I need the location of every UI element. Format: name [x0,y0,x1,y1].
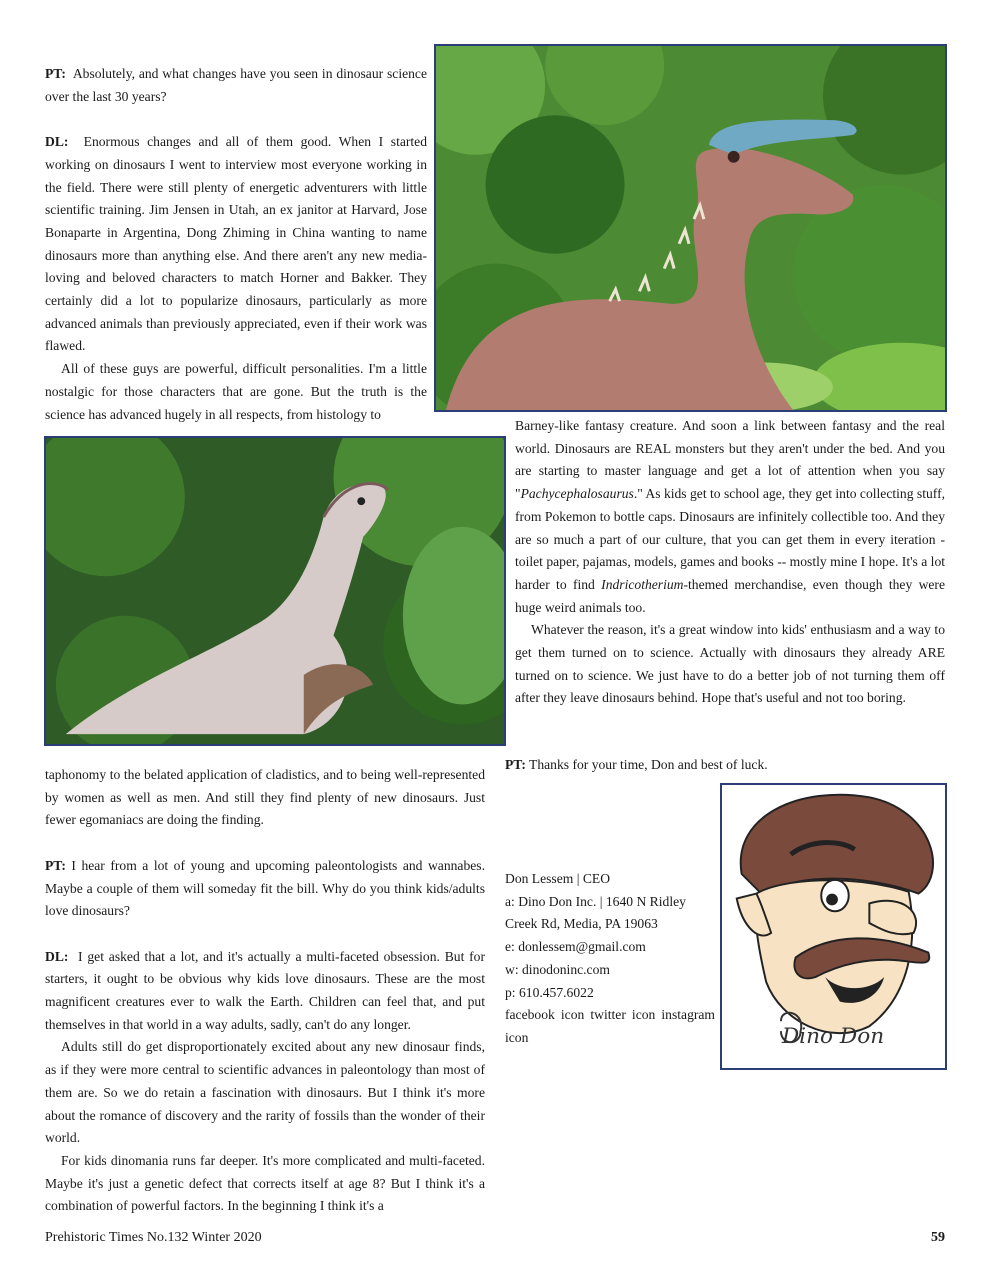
parasaurolophus-photo [434,44,947,412]
interview-block-3 [515,415,945,710]
answer-2-paragraph-2: Adults still do get disproportionately excited about any new dinosaur finds, as if they were more central to scientific advances in paleontology than most of them are. So we do retain a fascination with dinosaurs. But I think it's more about the romance of discovery and the rarity of fossils than the wonder of their world. [45,1039,485,1146]
closing-line: PT: Thanks for your time, Don and best of luck. [505,757,768,772]
question-2: PT: I hear from a lot of young and upcoming paleontologists and wannabes. Maybe a couple of them will someday fit the bill. Why do you think kids/adults love dinosaurs? [45,857,485,919]
cartoon-face-illustration [722,785,945,1068]
contact-address: a: Dino Don Inc. | 1640 N Ridley Creek Rd, Media, PA 19063 [505,893,686,932]
speaker-label: PT: [45,66,66,81]
answer-1-continued: taphonomy to the belated application of cladistics, and to being well-represented by women as well as men. And still they find plenty of new dinosaurs. Just fewer egomaniacs are doing the finding. [45,767,485,828]
speaker-label: PT: [45,857,66,873]
contact-web[interactable]: w: dinodoninc.com [505,961,610,977]
interview-block-2 [45,764,485,1218]
answer-2-paragraph-3: For kids dinomania runs far deeper. It's more complicated and multi-faceted. Maybe it's just a genetic defect that corrects itself at age 8? But I think it's a combination of powerful factors. In the beginning I think it's a [45,1152,485,1214]
question-1: PT: Absolutely, and what changes have you seen in dinosaur science over the last 30 years? [45,66,428,104]
answer-2-paragraph-3-continued: Barney-like fantasy creature. And soon a link between fantasy and the real world. Dinosaurs are REAL monsters but they aren't under the bed. And you are starting to master language and get a lot of attention when you say "Pachycephalosaurus." As kids get to school age, they get into collecting stuff, from Pokemon to bottle caps. Dinosaurs are infinitely collectible too. And they are so much a part of our culture, that you can get them in every iteration - toilet paper, pajamas, models, games and books -- mostly mine I hope. It's a lot harder to find Indricotherium-themed merchandise, even though they were huge weird animals too. [515,418,946,615]
answer-2: DL: I get asked that a lot, and it's actually a multi-faceted obsession. But for starters, it ought to be obvious why kids love dinosaurs. These are the most magnificent creatures ever to walk the Earth. Children can feel that, and put themselves in that world in a way adults, sadly, can't do any longer. [45,948,485,1032]
speaker-label: DL: [45,948,69,964]
contact-phone: p: 610.457.6022 [505,984,594,1000]
answer-2-paragraph-4: Whatever the reason, it's a great window into kids' enthusiasm and a way to get them turned on to science. Actually with dinosaurs they already ARE turned on to science. We just have to do a better job of not turning them off after they leave dinosaurs behind. Hope that's useful and not too boring. [515,622,945,706]
footer-publication: Prehistoric Times No.132 Winter 2020 [45,1230,262,1245]
interview-block-1 [45,63,427,426]
answer-1: DL: Enormous changes and all of them good. When I started working on dinosaurs I went to interview most everyone working in the field. There were still plenty of energetic adventurers with little scientific training. Jim Jensen in Utah, an ex janitor at Harvard, Jose Bonaparte in Argentina, Dong Zhiming in China wanting to name dinosaurs more than anything else. And there aren't any new media-loving and beloved characters to match Horner and Bakker. They certainly did a lot to popularize dinosaurs, particularly as more advanced animals than previously appreciated, even if their work was flawed. [45,134,428,354]
cartoon-signature: Dino Don [781,1023,885,1049]
parasaurolophus-illustration [436,46,945,410]
contact-info [505,868,715,1050]
contact-email[interactable]: e: donlessem@gmail.com [505,939,646,955]
contact-social[interactable]: facebook icon twitter icon instagram icon [505,1007,715,1045]
dino-don-cartoon [720,783,947,1070]
speaker-label: PT: [505,757,526,772]
footer-page-number: 59 [931,1230,945,1245]
answer-1-paragraph-2: All of these guys are powerful, difficult personalities. I'm a little nostalgic for those characters that are gone. But the truth is the science has advanced hugely in all respects, from histology to [45,361,427,422]
raptor-photo [44,436,506,746]
contact-name: Don Lessem | CEO [505,871,611,886]
raptor-illustration [46,438,504,744]
speaker-label: DL: [45,134,69,150]
